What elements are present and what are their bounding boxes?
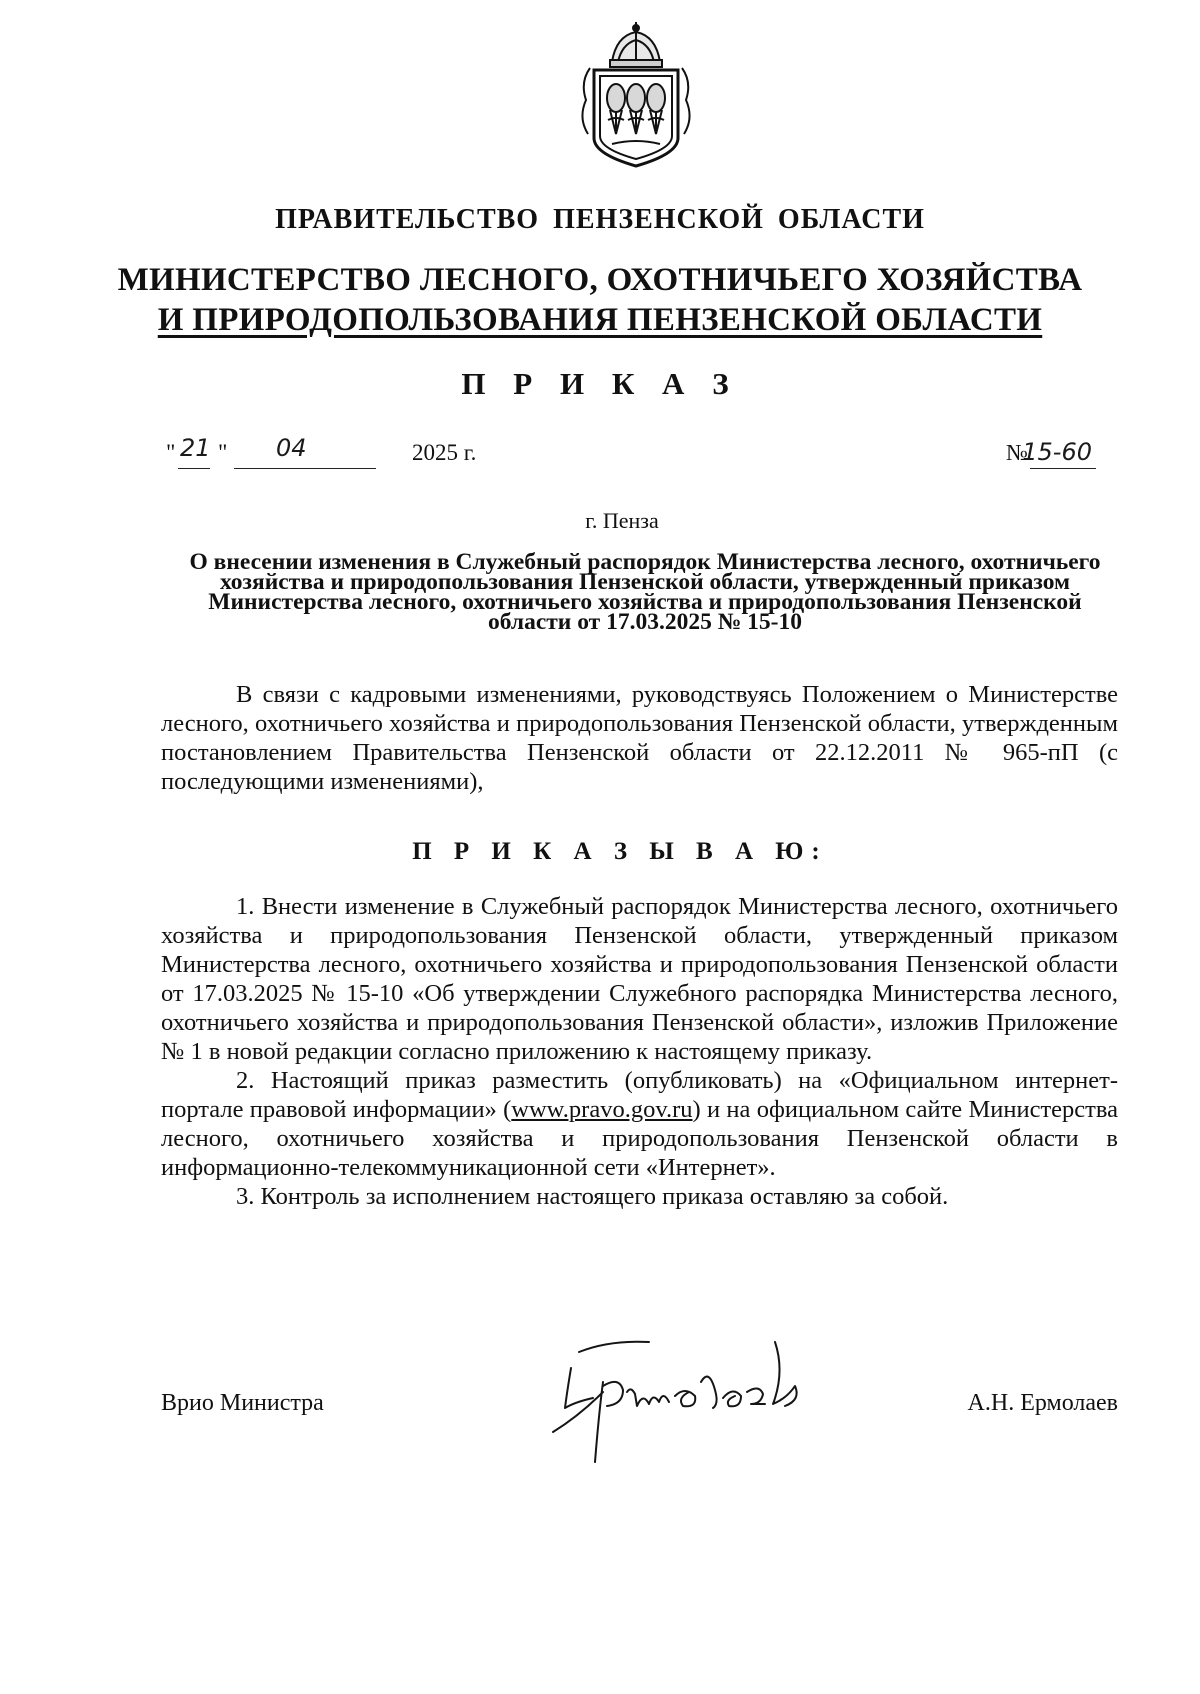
ministry-title-line-1: МИНИСТЕРСТВО ЛЕСНОГО, ОХОТНИЧЬЕГО ХОЗЯЙСТВА	[117, 262, 1083, 298]
day-underline	[178, 468, 210, 469]
handwritten-day: 21	[180, 434, 211, 462]
document-year: 2025 г.	[412, 440, 477, 465]
signer-position: Врио Министра	[161, 1390, 324, 1416]
month-underline	[234, 468, 376, 469]
document-city: г. Пенза	[585, 508, 659, 533]
signature-block	[161, 1390, 1118, 1550]
order-item-2	[161, 1066, 1118, 1182]
preamble	[161, 680, 1118, 796]
ministry-title-line-2-text: И ПРИРОДОПОЛЬЗОВАНИЯ ПЕНЗЕНСКОЙ ОБЛАСТИ	[157, 302, 1043, 338]
number-sign: №	[1006, 440, 1028, 465]
order-item-3: 3. Контроль за исполнением настоящего приказа оставляю за собой.	[236, 1183, 949, 1210]
pravo-gov-link[interactable]: www.pravo.gov.ru	[511, 1096, 693, 1123]
order-item-1: 1. Внести изменение в Служебный распорядок Министерства лесного, охотничьего хозяйства и природопользования Пензенской области, утвержденный приказом Министерства лесного, охотничьего хозяйства и природопользования Пензенской области от 17.03.2025 № 15-10 «Об утверждении Служебного распорядка Министерства лесного, охотничьего хозяйства и природопользования Пензенской области», изложив Приложение № 1 в новой редакции согласно приложению к настоящему приказу.	[161, 893, 1118, 1065]
order-item-2-text-after: ) и на официальном сайте Министерства лесного, охотничьего хозяйства и природопользования Пензенской области в информационно-телекоммуникационной сети «Интернет».	[161, 1096, 1119, 1181]
handwritten-month: 04	[276, 434, 307, 462]
quote-open: "	[166, 440, 176, 465]
preamble-paragraph: В связи с кадровыми изменениями, руководствуясь Положением о Министерстве лесного, охотничьего хозяйства и природопользования Пензенской области, утвержденным постановлением Правительства Пензенской области от 22.12.2011 № 965-пП (с последующими изменениями),	[161, 681, 1118, 795]
ministry-title-line-2	[0, 302, 1200, 339]
number-underline	[1030, 468, 1096, 469]
date-number-row	[166, 434, 1096, 478]
document-type: П Р И К А З	[461, 366, 739, 401]
decree-heading: П Р И К А З Ы В А Ю:	[412, 838, 828, 865]
order-items	[161, 892, 1118, 1211]
handwritten-signature	[519, 1312, 839, 1472]
signer-name: А.Н. Ермолаев	[967, 1390, 1118, 1416]
coat-of-arms-icon	[572, 22, 700, 170]
order-item-2-text-before: 2. Настоящий приказ разместить (опубликовать) на «Официальном интернет-портале правовой информации» (	[161, 1067, 1118, 1123]
document-subject: О внесении изменения в Служебный распорядок Министерства лесного, охотничьего хозяйства и природопользования Пензенской области, утвержденный приказом Министерства лесного, охотничьего хозяйства и природопользования Пензенской области от 17.03.2025 № 15-10	[189, 549, 1101, 635]
handwritten-document-number: 15-60	[1022, 438, 1092, 466]
government-title: ПРАВИТЕЛЬСТВО ПЕНЗЕНСКОЙ ОБЛАСТИ	[275, 204, 925, 235]
quote-close: "	[218, 440, 228, 465]
